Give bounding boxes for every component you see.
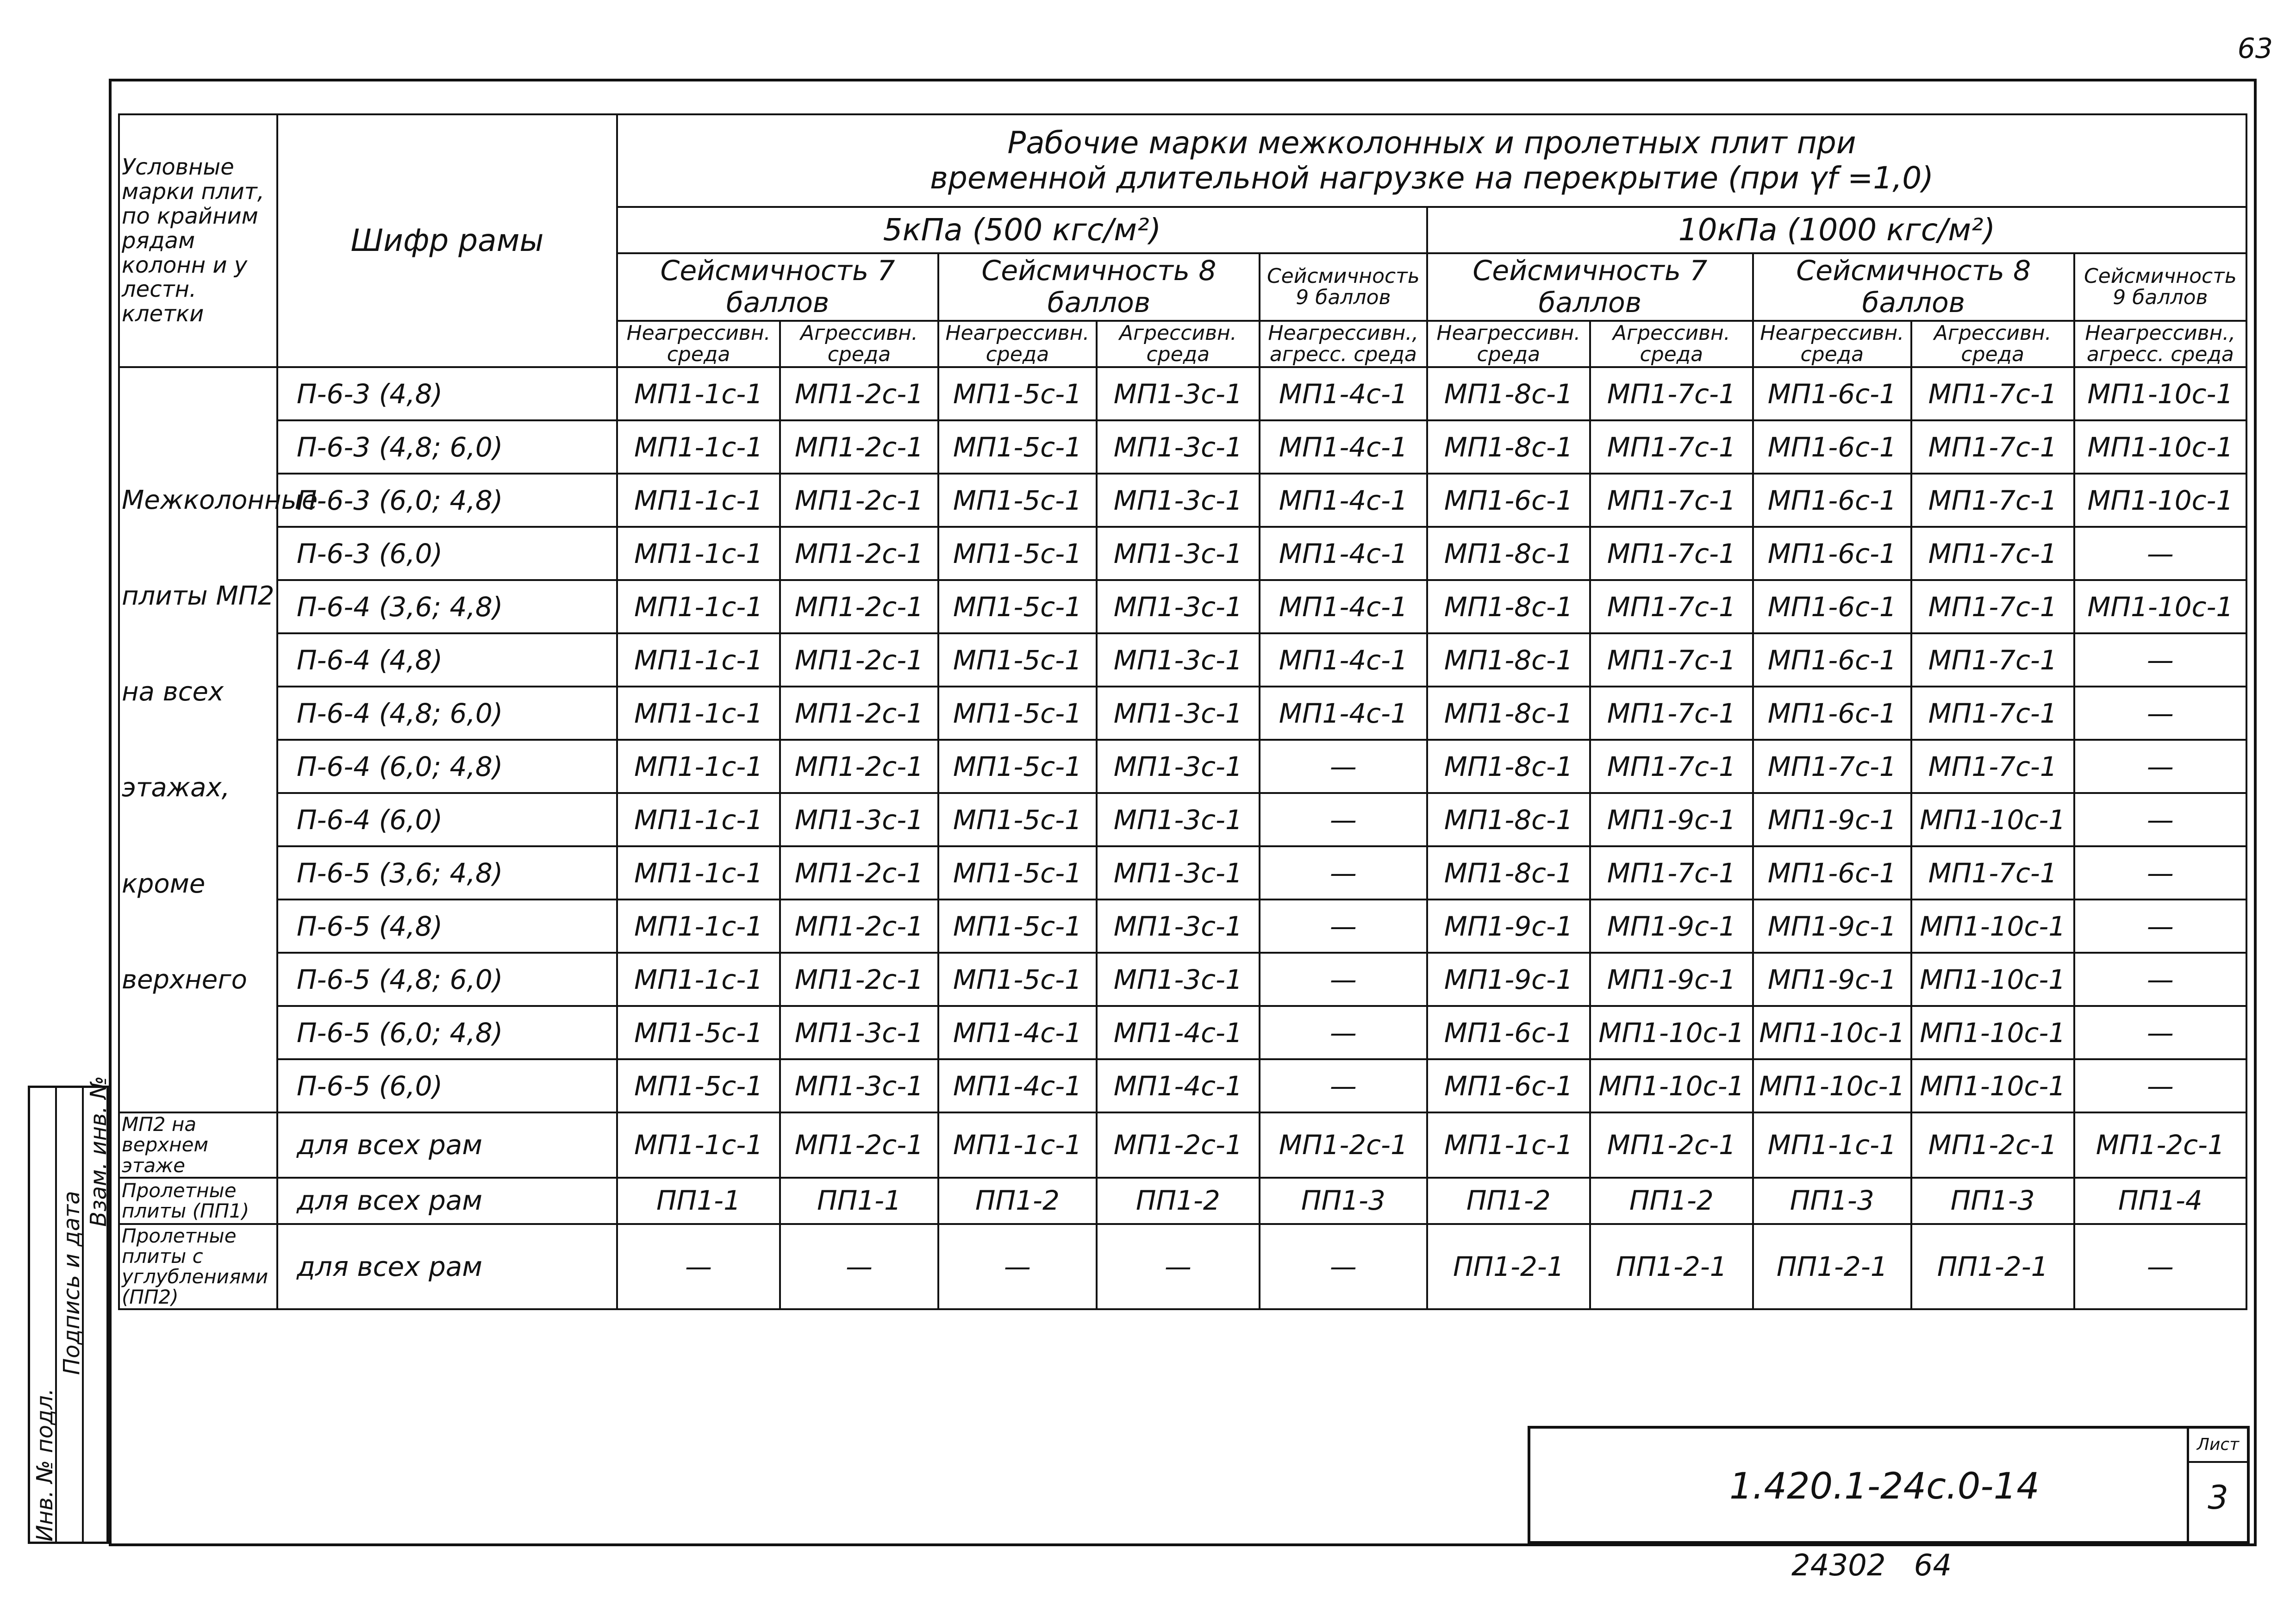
mark-cell: МП1-7с-1 — [1911, 687, 2074, 740]
table-row — [119, 740, 2246, 793]
header-env: Неагрессивн. среда — [938, 321, 1097, 367]
mark-cell: МП1-6с-1 — [1753, 846, 1911, 899]
mark-cell: ПП1-2 — [1590, 1178, 1753, 1224]
mark-cell: МП1-2с-1 — [780, 580, 938, 633]
mark-cell: МП1-2с-1 — [780, 740, 938, 793]
mark-cell: МП1-3с-1 — [1097, 474, 1260, 527]
header-title-line2: временной длительной нагрузке на перекрытие (при γf =1,0) — [930, 160, 1934, 196]
mark-cell: — — [1260, 1006, 1427, 1059]
mark-cell: МП1-9с-1 — [1590, 953, 1753, 1006]
mark-cell: МП1-5с-1 — [938, 953, 1097, 1006]
mark-cell: МП1-3с-1 — [1097, 793, 1260, 846]
mark-cell: МП1-9с-1 — [1590, 793, 1753, 846]
mark-cell: МП1-5с-1 — [938, 899, 1097, 953]
mark-cell: МП1-2с-1 — [780, 420, 938, 474]
mark-cell: МП1-6с-1 — [1753, 420, 1911, 474]
mark-cell: МП1-10с-1 — [2074, 367, 2246, 420]
mark-cell: МП1-5с-1 — [938, 580, 1097, 633]
header-env: Неагрессивн., агресс. среда — [1260, 321, 1427, 367]
header-seis7-b: Сейсмичность 7 баллов — [1427, 253, 1753, 321]
mark-cell: ПП1-2-1 — [1911, 1224, 2074, 1309]
frame-code-cell: П-6-5 (4,8; 6,0) — [277, 953, 617, 1006]
table-row — [119, 474, 2246, 527]
mark-cell: — — [1260, 846, 1427, 899]
mark-cell: — — [1097, 1224, 1260, 1309]
header-env: Агрессивн. среда — [1590, 321, 1753, 367]
mark-cell: МП1-3с-1 — [1097, 740, 1260, 793]
mark-cell: МП1-3с-1 — [1097, 899, 1260, 953]
mark-cell: МП1-1с-1 — [617, 474, 780, 527]
table-row — [119, 953, 2246, 1006]
mark-cell: МП1-2с-1 — [780, 846, 938, 899]
frame-code-cell: П-6-5 (6,0) — [277, 1059, 617, 1112]
mark-cell: МП1-3с-1 — [1097, 953, 1260, 1006]
mark-cell: МП1-10с-1 — [1911, 899, 2074, 953]
mark-cell: МП1-1с-1 — [1427, 1112, 1590, 1177]
header-seis9-a: Сейсмичность 9 баллов — [1260, 253, 1427, 321]
table-row — [119, 1006, 2246, 1059]
mark-cell: МП1-10с-1 — [1911, 793, 2074, 846]
frame-code-cell: П-6-5 (3,6; 4,8) — [277, 846, 617, 899]
mark-cell: МП1-6с-1 — [1753, 580, 1911, 633]
mark-cell: МП1-8с-1 — [1427, 580, 1590, 633]
mark-cell: — — [2074, 846, 2246, 899]
mark-cell: МП1-5с-1 — [938, 420, 1097, 474]
header-frame-code: Шифр рамы — [277, 114, 617, 367]
mark-cell: МП1-8с-1 — [1427, 527, 1590, 580]
frame-code-cell: П-6-4 (4,8; 6,0) — [277, 687, 617, 740]
mark-cell: МП1-3с-1 — [1097, 580, 1260, 633]
frame-code-cell: П-6-3 (4,8; 6,0) — [277, 420, 617, 474]
mark-cell: МП1-7с-1 — [1590, 474, 1753, 527]
frame-code-cell: П-6-4 (3,6; 4,8) — [277, 580, 617, 633]
header-seis8-a: Сейсмичность 8 баллов — [938, 253, 1260, 321]
mark-cell: МП1-7с-1 — [1590, 687, 1753, 740]
frame-code-cell: П-6-3 (4,8) — [277, 367, 617, 420]
side-col-replace — [84, 1076, 112, 1542]
mark-cell: ПП1-1 — [780, 1178, 938, 1224]
mark-cell: МП1-1с-1 — [617, 527, 780, 580]
mark-cell: МП1-4с-1 — [1260, 527, 1427, 580]
mark-cell: МП1-4с-1 — [1260, 687, 1427, 740]
mark-cell: МП1-1с-1 — [617, 846, 780, 899]
mark-cell: ПП1-2 — [938, 1178, 1097, 1224]
mark-cell: — — [780, 1224, 938, 1309]
mark-cell: ПП1-2 — [1427, 1178, 1590, 1224]
table-row — [119, 367, 2246, 420]
footer-numbers: 24302 64 — [1791, 1549, 1952, 1583]
mark-cell: — — [938, 1224, 1097, 1309]
mark-cell: МП1-8с-1 — [1427, 793, 1590, 846]
table-row — [119, 899, 2246, 953]
mark-cell: МП1-2с-1 — [780, 899, 938, 953]
mark-cell: МП1-9с-1 — [1427, 899, 1590, 953]
header-conditional-marks: Условные марки плит, по крайним рядам колонн и у лестн. клетки — [119, 114, 277, 367]
frame-code-cell: для всех рам — [277, 1112, 617, 1177]
mark-cell: МП1-6с-1 — [1753, 687, 1911, 740]
mark-cell: МП1-1с-1 — [617, 580, 780, 633]
mark-cell: МП1-10с-1 — [1753, 1059, 1911, 1112]
header-title-line1: Рабочие марки межколонных и пролетных плит при — [1007, 125, 1856, 161]
mark-cell: МП1-2с-1 — [780, 474, 938, 527]
table-row — [119, 1112, 2246, 1177]
mark-cell: — — [2074, 793, 2246, 846]
mark-cell: МП1-7с-1 — [1590, 846, 1753, 899]
table-row — [119, 846, 2246, 899]
header-env: Неагрессивн., агресс. среда — [2074, 321, 2246, 367]
mark-cell: МП1-5с-1 — [938, 527, 1097, 580]
mark-cell: МП1-8с-1 — [1427, 740, 1590, 793]
header-env: Неагрессивн. среда — [617, 321, 780, 367]
mark-cell: — — [2074, 899, 2246, 953]
mark-cell: МП1-8с-1 — [1427, 846, 1590, 899]
mark-cell: ПП1-3 — [1911, 1178, 2074, 1224]
side-approval-strip — [28, 1076, 112, 1544]
frame-code-cell: для всех рам — [277, 1178, 617, 1224]
header-env: Неагрессивн. среда — [1753, 321, 1911, 367]
mark-cell: МП1-2с-1 — [780, 527, 938, 580]
mark-cell: МП1-1с-1 — [617, 367, 780, 420]
mark-cell: МП1-7с-1 — [1911, 367, 2074, 420]
mark-cell: МП1-1с-1 — [617, 1112, 780, 1177]
mark-cell: МП1-2с-1 — [1260, 1112, 1427, 1177]
frame-code-cell: П-6-4 (4,8) — [277, 633, 617, 687]
mark-cell: МП1-2с-1 — [1097, 1112, 1260, 1177]
mark-cell: МП1-2с-1 — [780, 1112, 938, 1177]
mark-cell: МП1-5с-1 — [938, 793, 1097, 846]
mark-cell: МП1-7с-1 — [1590, 633, 1753, 687]
mark-cell: МП1-1с-1 — [617, 899, 780, 953]
mark-cell: МП1-5с-1 — [938, 474, 1097, 527]
mark-cell: МП1-7с-1 — [1911, 527, 2074, 580]
mark-cell: МП1-1с-1 — [938, 1112, 1097, 1177]
mark-cell: МП1-4с-1 — [1097, 1059, 1260, 1112]
mark-cell: — — [2074, 740, 2246, 793]
frame-code-cell: П-6-3 (6,0) — [277, 527, 617, 580]
mark-cell: МП1-10с-1 — [1590, 1059, 1753, 1112]
mark-cell: МП1-6с-1 — [1753, 633, 1911, 687]
mark-cell: — — [2074, 633, 2246, 687]
mark-cell: МП1-1с-1 — [617, 793, 780, 846]
frame-code-cell: П-6-5 (6,0; 4,8) — [277, 1006, 617, 1059]
mark-cell: — — [2074, 953, 2246, 1006]
mark-cell: МП1-4с-1 — [1260, 580, 1427, 633]
mark-cell: МП1-2с-1 — [780, 367, 938, 420]
mark-cell: ПП1-2-1 — [1590, 1224, 1753, 1309]
mark-cell: МП1-1с-1 — [617, 687, 780, 740]
mark-cell: МП1-9с-1 — [1590, 899, 1753, 953]
mark-cell: МП1-7с-1 — [1911, 580, 2074, 633]
mark-cell: МП1-3с-1 — [1097, 687, 1260, 740]
header-env: Агрессивн. среда — [1911, 321, 2074, 367]
mark-cell: МП1-3с-1 — [780, 1006, 938, 1059]
page-number: 63 — [2237, 32, 2273, 65]
mark-cell: МП1-4с-1 — [1260, 474, 1427, 527]
plates-table — [118, 113, 2247, 1310]
mark-cell: — — [1260, 793, 1427, 846]
mark-cell: — — [2074, 1059, 2246, 1112]
mark-cell: ПП1-1 — [617, 1178, 780, 1224]
mark-cell: МП1-4с-1 — [1097, 1006, 1260, 1059]
mark-cell: МП1-6с-1 — [1753, 474, 1911, 527]
mark-cell: МП1-3с-1 — [1097, 633, 1260, 687]
mark-cell: МП1-2с-1 — [780, 953, 938, 1006]
mark-cell: МП1-5с-1 — [938, 740, 1097, 793]
mark-cell: МП1-4с-1 — [938, 1059, 1097, 1112]
mark-cell: МП1-7с-1 — [1911, 633, 2074, 687]
mark-cell: МП1-6с-1 — [1427, 474, 1590, 527]
mark-cell: — — [2074, 1224, 2246, 1309]
mark-cell: МП1-10с-1 — [1911, 953, 2074, 1006]
mark-cell: МП1-5с-1 — [617, 1006, 780, 1059]
mark-cell: МП1-5с-1 — [938, 846, 1097, 899]
mark-cell: — — [2074, 527, 2246, 580]
header-load-10kpa: 10кПа (1000 кгс/м²) — [1427, 207, 2246, 253]
mark-cell: ПП1-2-1 — [1753, 1224, 1911, 1309]
table-row — [119, 1224, 2246, 1309]
mark-cell: МП1-2с-1 — [1590, 1112, 1753, 1177]
mark-cell: МП1-7с-1 — [1911, 740, 2074, 793]
mark-cell: МП1-10с-1 — [2074, 420, 2246, 474]
mark-cell: МП1-7с-1 — [1911, 846, 2074, 899]
mark-cell: МП1-5с-1 — [617, 1059, 780, 1112]
mark-cell: — — [1260, 740, 1427, 793]
mark-cell: МП1-1с-1 — [617, 953, 780, 1006]
table-row — [119, 793, 2246, 846]
mark-cell: МП1-3с-1 — [1097, 846, 1260, 899]
table-row — [119, 633, 2246, 687]
mark-cell: — — [2074, 687, 2246, 740]
side-col-sign — [57, 1088, 84, 1542]
sheet-box — [2187, 1429, 2247, 1541]
header-load-5kpa: 5кПа (500 кгс/м²) — [617, 207, 1427, 253]
mark-cell: МП1-3с-1 — [780, 793, 938, 846]
row-label: Пролетные плиты с углублениями (ПП2) — [119, 1224, 277, 1309]
header-seis8-b: Сейсмичность 8 баллов — [1753, 253, 2074, 321]
mark-cell: МП1-7с-1 — [1753, 740, 1911, 793]
mark-cell: МП1-9с-1 — [1753, 899, 1911, 953]
mark-cell: МП1-7с-1 — [1590, 367, 1753, 420]
mark-cell: — — [1260, 1059, 1427, 1112]
mark-cell: — — [1260, 953, 1427, 1006]
frame-code-cell: для всех рам — [277, 1224, 617, 1309]
side-inv-label: Инв. № подл. — [32, 1388, 58, 1542]
mark-cell: МП1-4с-1 — [1260, 633, 1427, 687]
mark-cell: МП1-9с-1 — [1753, 793, 1911, 846]
mark-cell: МП1-2с-1 — [780, 633, 938, 687]
mark-cell: МП1-1с-1 — [617, 740, 780, 793]
mark-cell: — — [1260, 899, 1427, 953]
mark-cell: МП1-1с-1 — [617, 633, 780, 687]
document-code: 1.420.1-24с.0-14 — [1729, 1466, 2040, 1507]
mark-cell: МП1-2с-1 — [780, 687, 938, 740]
mark-cell: ПП1-4 — [2074, 1178, 2246, 1224]
mark-cell: МП1-10с-1 — [2074, 580, 2246, 633]
side-col-inv — [30, 1088, 57, 1542]
mark-cell: МП1-7с-1 — [1911, 474, 2074, 527]
frame-code-cell: П-6-5 (4,8) — [277, 899, 617, 953]
table-row — [119, 687, 2246, 740]
mark-cell: ПП1-2 — [1097, 1178, 1260, 1224]
mark-cell: МП1-3с-1 — [780, 1059, 938, 1112]
row-label: Пролетные плиты (ПП1) — [119, 1178, 277, 1224]
mark-cell: МП1-10с-1 — [1590, 1006, 1753, 1059]
mark-cell: МП1-6с-1 — [1753, 527, 1911, 580]
mark-cell: МП1-5с-1 — [938, 687, 1097, 740]
mark-cell: МП1-4с-1 — [1260, 367, 1427, 420]
table-row — [119, 1059, 2246, 1112]
mark-cell: МП1-7с-1 — [1590, 740, 1753, 793]
mark-cell: МП1-7с-1 — [1590, 420, 1753, 474]
table-row — [119, 580, 2246, 633]
mark-cell: МП1-7с-1 — [1590, 580, 1753, 633]
mark-cell: МП1-4с-1 — [938, 1006, 1097, 1059]
header-env: Агрессивн. среда — [780, 321, 938, 367]
frame-code-cell: П-6-4 (6,0) — [277, 793, 617, 846]
row-label: МП2 на верхнем этаже — [119, 1112, 277, 1177]
mark-cell: — — [2074, 1006, 2246, 1059]
mark-cell: МП1-10с-1 — [1911, 1006, 2074, 1059]
mark-cell: МП1-8с-1 — [1427, 420, 1590, 474]
mark-cell: МП1-10с-1 — [1911, 1059, 2074, 1112]
table-row — [119, 527, 2246, 580]
mark-cell: МП1-6с-1 — [1427, 1059, 1590, 1112]
mark-cell: ПП1-3 — [1753, 1178, 1911, 1224]
header-env: Агрессивн. среда — [1097, 321, 1260, 367]
mark-cell: МП1-5с-1 — [938, 367, 1097, 420]
mark-cell: МП1-2с-1 — [2074, 1112, 2246, 1177]
mark-cell: МП1-9с-1 — [1753, 953, 1911, 1006]
mark-cell: — — [617, 1224, 780, 1309]
header-seis9-b: Сейсмичность 9 баллов — [2074, 253, 2246, 321]
header-seis7-a: Сейсмичность 7 баллов — [617, 253, 938, 321]
header-env: Неагрессивн. среда — [1427, 321, 1590, 367]
mark-cell: МП1-3с-1 — [1097, 367, 1260, 420]
side-replace-label: Взам. инв. № — [86, 1076, 112, 1227]
frame-code-cell: П-6-4 (6,0; 4,8) — [277, 740, 617, 793]
mark-cell: ПП1-3 — [1260, 1178, 1427, 1224]
mark-cell: ПП1-2-1 — [1427, 1224, 1590, 1309]
table-row — [119, 420, 2246, 474]
sheet-label: Лист — [2189, 1429, 2247, 1463]
table-row — [119, 1178, 2246, 1224]
title-stamp — [1528, 1426, 2250, 1544]
sheet-number: 3 — [2208, 1479, 2228, 1517]
mark-cell: МП1-8с-1 — [1427, 367, 1590, 420]
mark-cell: МП1-6с-1 — [1427, 1006, 1590, 1059]
mark-cell: МП1-7с-1 — [1590, 527, 1753, 580]
mark-cell: МП1-6с-1 — [1753, 367, 1911, 420]
mark-cell: МП1-4с-1 — [1260, 420, 1427, 474]
mark-cell: МП1-3с-1 — [1097, 527, 1260, 580]
mark-cell: МП1-3с-1 — [1097, 420, 1260, 474]
mark-cell: МП1-1с-1 — [1753, 1112, 1911, 1177]
mark-cell: — — [1260, 1224, 1427, 1309]
mark-cell: МП1-8с-1 — [1427, 687, 1590, 740]
mark-cell: МП1-10с-1 — [2074, 474, 2246, 527]
mark-cell: МП1-9с-1 — [1427, 953, 1590, 1006]
mark-cell: МП1-1с-1 — [617, 420, 780, 474]
group-label: Межколонные плиты МП2 на всех этажах, кроме верхнего — [119, 367, 277, 1112]
mark-cell: МП1-2с-1 — [1911, 1112, 2074, 1177]
header-title — [617, 114, 2246, 207]
side-sign-label: Подпись и дата — [59, 1191, 85, 1375]
frame-code-cell: П-6-3 (6,0; 4,8) — [277, 474, 617, 527]
mark-cell: МП1-10с-1 — [1753, 1006, 1911, 1059]
mark-cell: МП1-5с-1 — [938, 633, 1097, 687]
mark-cell: МП1-8с-1 — [1427, 633, 1590, 687]
mark-cell: МП1-7с-1 — [1911, 420, 2074, 474]
